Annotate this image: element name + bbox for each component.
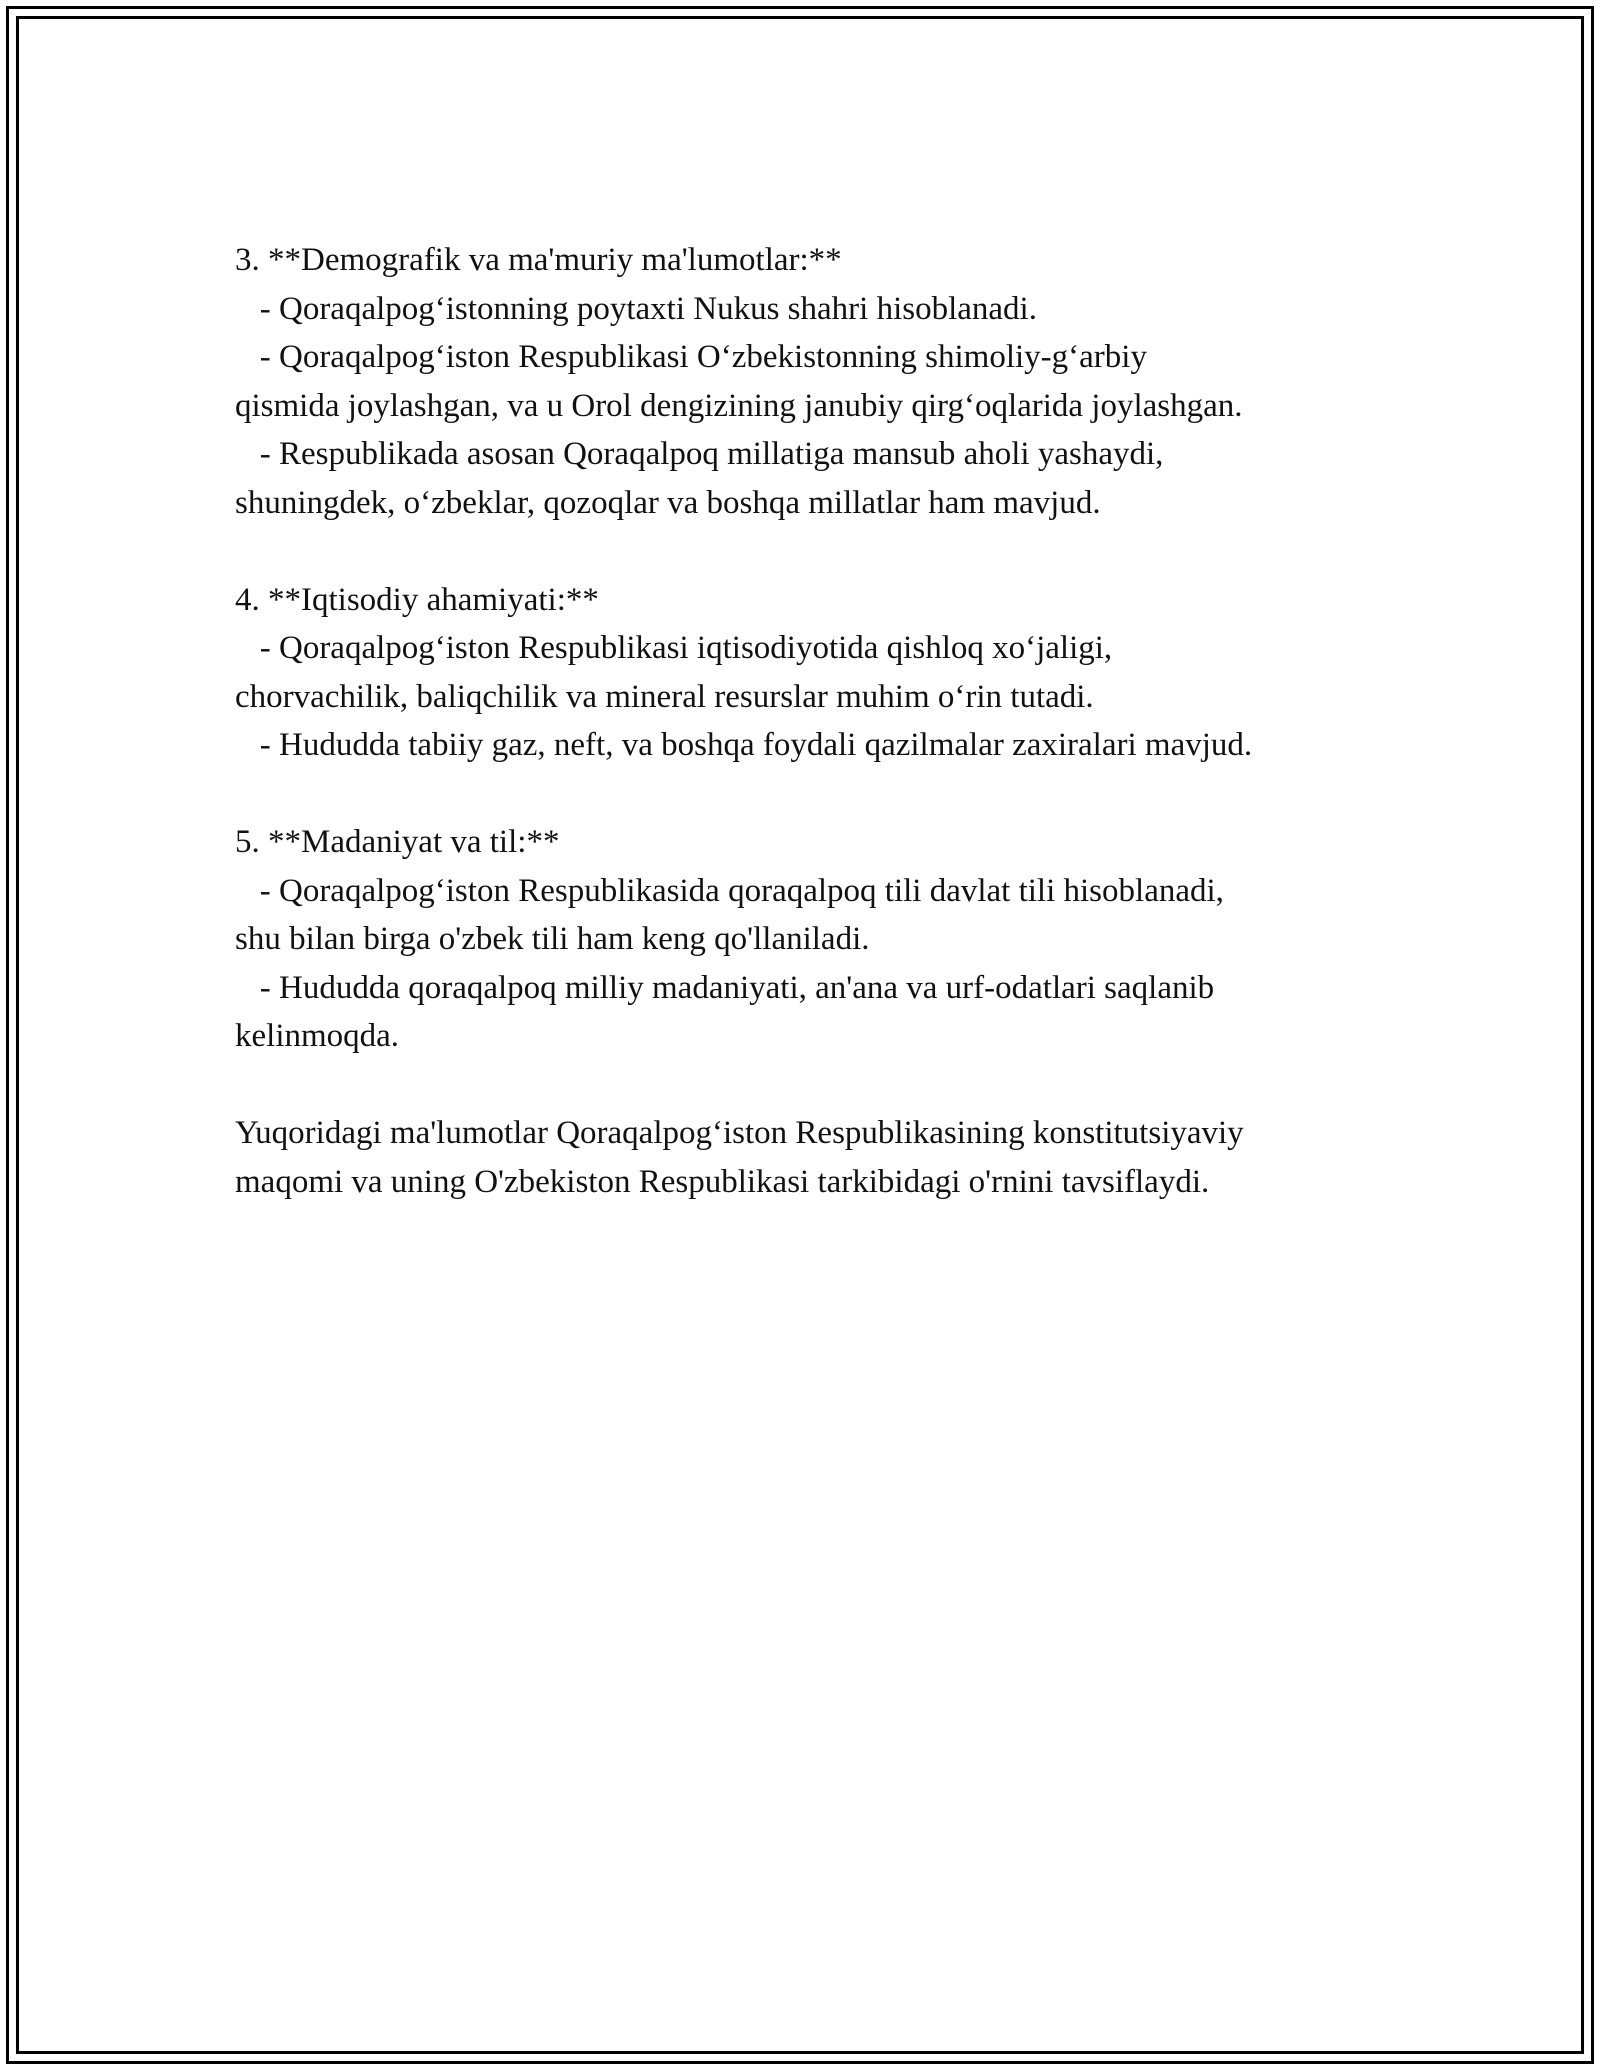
list-item: - Qoraqalpog‘istonning poytaxti Nukus shahri hisoblanadi.: [235, 290, 1037, 327]
document-body: [235, 236, 1415, 1206]
list-item: - Hududda qoraqalpoq milliy madaniyati, an'ana va urf-odatlari saqlanib kelinmoqda.: [235, 969, 1215, 1054]
section-culture: [235, 818, 1415, 1061]
section-economy: [235, 576, 1415, 770]
section-heading: 3. **Demografik va ma'muriy ma'lumotlar:**: [235, 242, 842, 278]
section-heading: 5. **Madaniyat va til:**: [235, 824, 560, 860]
section-demographic: [235, 236, 1415, 527]
list-item: - Qoraqalpog‘iston Respublikasi O‘zbekistonning shimoliy-g‘arbiy qismida joylashgan, va u Orol dengizining janubiy qirg‘oqlarida joylashgan.: [235, 339, 1243, 424]
conclusion-paragraph: Yuqoridagi ma'lumotlar Qoraqalpog‘iston Respublikasining konstitutsiyaviy maqomi va uning O'zbekiston Respublikasi tarkibidagi o'rnini tavsiflaydi.: [235, 1115, 1244, 1200]
list-item: - Qoraqalpog‘iston Respublikasi iqtisodiyotida qishloq xo‘jaligi, chorvachilik, baliqchilik va mineral resurslar muhim o‘rin tutadi.: [235, 630, 1113, 715]
list-item: - Qoraqalpog‘iston Respublikasida qoraqalpoq tili davlat tili hisoblanadi, shu bilan birga o'zbek tili ham keng qo'llaniladi.: [235, 872, 1224, 957]
paragraph-gap: [235, 770, 1415, 819]
section-heading: 4. **Iqtisodiy ahamiyati:**: [235, 581, 599, 618]
list-item: - Respublikada asosan Qoraqalpoq millatiga mansub aholi yashaydi, shuningdek, o‘zbeklar, qozoqlar va boshqa millatlar ham mavjud.: [235, 436, 1164, 521]
paragraph-gap: [235, 527, 1415, 576]
paragraph-gap: [235, 1061, 1415, 1110]
list-item: - Hududda tabiiy gaz, neft, va boshqa foydali qazilmalar zaxiralari mavjud.: [235, 727, 1253, 763]
